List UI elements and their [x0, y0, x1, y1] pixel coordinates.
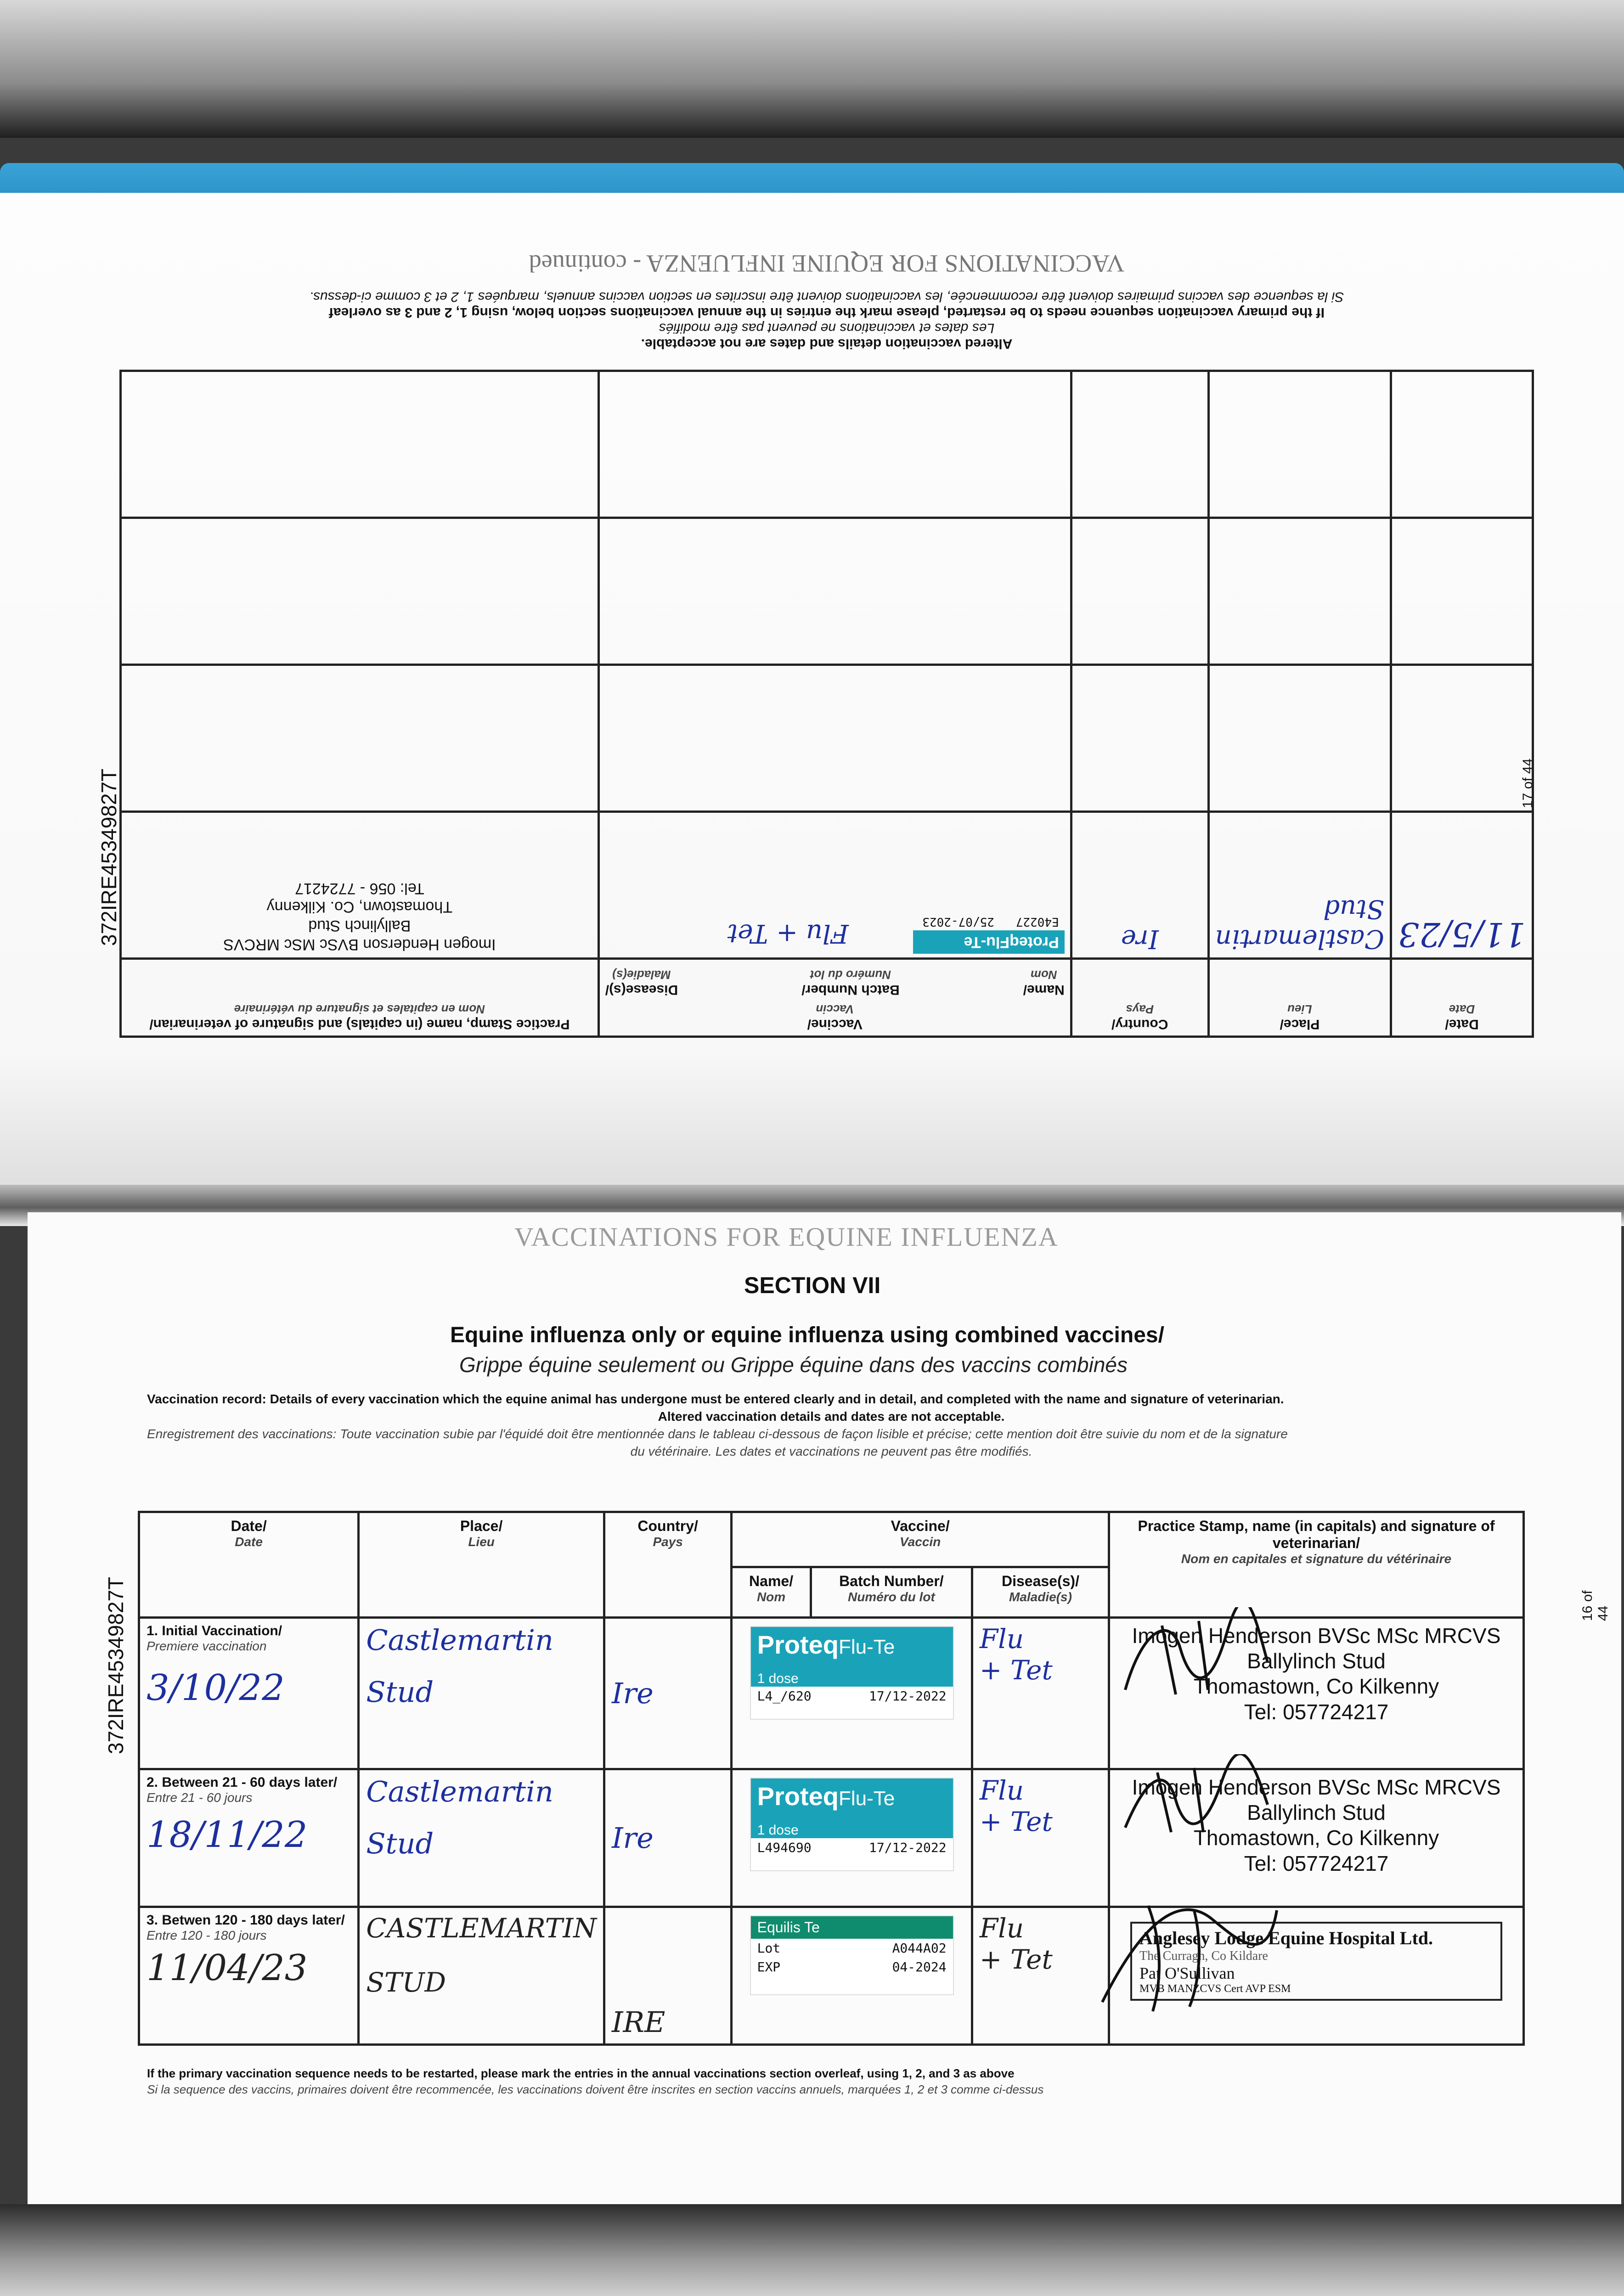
row-1-place-line-1: Castlemartin — [366, 1623, 553, 1657]
row-1-place — [359, 1618, 604, 1769]
main-title-fr: Grippe équine seulement ou Grippe équine dans des vaccins combinés — [459, 1353, 1128, 1377]
row-1-stamp: Imogen Henderson BVSc MSc MRCVS Ballylinch Stud Thomastown, Co Kilkenny Tel: 057724217 — [1109, 1618, 1524, 1769]
signature-row-1 — [1116, 1607, 1281, 1708]
upper-header-name: Name/ — [1023, 982, 1065, 997]
upper-header-vaccine: Vaccine/ Vaccin Name/ Nom Batch Number/ Numéro du lot Disease(s)/ Maladie(s) — [598, 959, 1071, 1037]
record-instructions-fr-2: du vétérinaire. Les dates et vaccinations ne peuvent pas être modifiés. — [630, 1444, 1032, 1458]
scanner-background-bottom — [0, 2204, 1624, 2296]
upper-vaccination-table — [119, 370, 1534, 1038]
upper-entry-place: Castlemartin Stud — [1208, 812, 1391, 959]
upper-notes — [119, 249, 1534, 351]
upper-vaccine-sticker: ProteqFlu-Te — [913, 930, 1065, 954]
row-3-date: 11/04/23 — [147, 1947, 308, 1989]
record-instructions-altered: Altered vaccination details and dates are not acceptable. — [658, 1409, 1005, 1424]
record-instructions: Vaccination record: Details of every vaccination which the equine animal has undergone must be entered clearly and in detail, and completed with the name and signature of veterinarian. — [147, 1392, 1284, 1406]
row-1-lot: L4_/620 — [757, 1688, 812, 1704]
row-3-date-cell — [139, 1907, 359, 2045]
upper-vaccine-batch: E40227 — [1015, 915, 1059, 929]
header-place: Place/ Lieu — [359, 1512, 604, 1618]
row-2-country: Ire — [604, 1769, 732, 1907]
signature-row-2 — [1116, 1754, 1281, 1846]
lower-vaccination-table — [138, 1511, 1525, 2046]
upper-table-row-1 — [121, 812, 1533, 959]
row-3-disease: Flu + Tet — [972, 1907, 1109, 2045]
header-name: Name/ Nom — [732, 1567, 811, 1618]
row-2-vaccine-label — [732, 1769, 972, 1907]
upper-header-place: Place/ Lieu — [1208, 959, 1391, 1037]
table-row — [139, 1769, 1524, 1907]
row-2-stamp: Imogen Henderson BVSc MSc MRCVS Ballylinch Stud Thomastown, Co Kilkenny Tel: 057724217 — [1109, 1769, 1524, 1907]
upper-header-date: Date/ Date — [1391, 959, 1533, 1037]
row-3-place: CASTLEMARTIN STUD — [359, 1907, 604, 2045]
row-3-label: 3. Betwen 120 - 180 days later/ — [147, 1913, 345, 1928]
header-disease: Disease(s)/ Maladie(s) — [972, 1567, 1109, 1618]
upper-table-row-2 — [121, 665, 1533, 812]
upper-note-restart-fr: Si la sequence des vaccins primaires doivent être recommencée, les vaccinations doivent être inscrites en section vaccins annuels, marquées 1, 2 et 3 comme ci-dessus. — [309, 289, 1344, 304]
upper-stamp-line-2: Ballylinch Stud — [308, 917, 411, 935]
section-title: SECTION VII — [744, 1272, 881, 1298]
signature-row-3 — [1093, 1892, 1286, 2020]
row-3-country: IRE — [604, 1907, 732, 2045]
anglesey-stamp: Anglesey Lodge Equine Hospital Ltd. The Curragh, Co Kildare Pat O'Sullivan MVB MANZCVS Cert AVP ESM — [1130, 1922, 1502, 2001]
upper-header-disease: Disease(s)/ — [605, 982, 678, 997]
row-2-date: 18/11/22 — [147, 1814, 308, 1856]
row-3-label-fr: Entre 120 - 180 jours — [147, 1928, 267, 1942]
header-batch: Batch Number/ Numéro du lot — [811, 1567, 972, 1618]
row-1-vaccine-label — [732, 1618, 972, 1769]
header-vaccine: Vaccine/ Vaccin — [732, 1512, 1109, 1567]
passport-id-lower: 372IRE45349827T — [104, 1576, 128, 1754]
row-1-label: 1. Initial Vaccination/ — [147, 1623, 282, 1638]
upper-table-row-4 — [121, 371, 1533, 518]
row-1-date-cell — [139, 1618, 359, 1769]
upper-running-title: VACCINATIONS FOR EQUINE INFLUENZA - continued — [529, 250, 1125, 277]
row-1-country: Ire — [604, 1618, 732, 1769]
lower-faded-title: VACCINATIONS FOR EQUINE INFLUENZA — [514, 1222, 1059, 1252]
proteq-sticker: ProteqFlu-Te 1 dose L4_/620 17/12-2022 — [750, 1626, 954, 1720]
row-2-exp: 17/12-2022 — [869, 1840, 947, 1855]
row-1-label-fr: Premiere vaccination — [147, 1639, 267, 1653]
upper-header-batch: Batch Number/ — [801, 982, 900, 997]
table-row — [139, 1618, 1524, 1769]
header-date: Date/ Date — [139, 1512, 359, 1618]
upper-header-stamp: Practice Stamp, name (in capitals) and signature of veterinarian/ Nom en capitales et signature du vétérinaire — [121, 959, 599, 1037]
lower-page-number: 16 of 44 — [1580, 1590, 1611, 1621]
row-2-label: 2. Between 21 - 60 days later/ — [147, 1775, 338, 1790]
upper-entry-vaccine — [598, 812, 1071, 959]
passport-id-upper: 372IRE45349827T — [97, 768, 121, 946]
equilis-sticker: Equilis Te Lot A044A02 EXP 04-2024 — [750, 1915, 954, 1995]
upper-page-number: 17 of 44 — [1520, 758, 1535, 808]
proteq-sticker: ProteqFlu-Te 1 dose L494690 17/12-2022 — [750, 1778, 954, 1871]
upper-entry-disease: Flu + Tet — [727, 918, 849, 948]
upper-stamp-line-4: Tel: 056 - 7724217 — [295, 879, 424, 897]
upper-vaccination-table-rotated — [119, 250, 1534, 1038]
row-2-label-fr: Entre 21 - 60 jours — [147, 1790, 253, 1805]
upper-note-altered-fr: Les dates et vaccinations ne peuvent pas être modifiés — [659, 321, 995, 336]
table-row — [139, 1907, 1524, 2045]
upper-table-row-3 — [121, 518, 1533, 665]
header-stamp: Practice Stamp, name (in capitals) and signature of veterinarian/ Nom en capitales et signature du vétérinaire — [1109, 1512, 1524, 1618]
upper-stamp-line-3: Thomastown, Co. Kilkenny — [266, 898, 453, 916]
row-2-place: Castlemartin Stud — [359, 1769, 604, 1907]
footer-note-fr: Si la sequence des vaccins, primaires doivent être recommencée, les vaccinations doivent être inscrites en section vaccins annuels, marquées 1, 2 et 3 comme ci-dessus — [147, 2082, 1044, 2096]
main-title: Equine influenza only or equine influenza using combined vaccines/ — [450, 1323, 1164, 1347]
upper-note-restart: If the primary vaccination sequence needs to be restarted, please mark the entries in the annual vaccinations section below, using 1, 2 and 3 as overleaf — [329, 305, 1325, 320]
upper-stamp-line-1: Imogen Henderson BVSc MSc MRCVS — [223, 936, 496, 953]
row-1-disease: Flu + Tet — [972, 1618, 1109, 1769]
upper-entry-country: Ire — [1071, 812, 1208, 959]
footer-note: If the primary vaccination sequence needs to be restarted, please mark the entries in the annual vaccinations section overleaf, using 1, 2, and 3 as above — [147, 2066, 1015, 2080]
upper-note-altered: Altered vaccination details and dates are not acceptable. — [641, 336, 1013, 351]
row-2-date-cell — [139, 1769, 359, 1907]
header-country: Country/ Pays — [604, 1512, 732, 1618]
row-3-lot: A044A02 — [892, 1941, 947, 1956]
upper-vaccine-exp: 25/07-2023 — [922, 915, 994, 929]
upper-entry-date: 11/5/23 — [1391, 812, 1533, 959]
row-3-exp: 04-2024 — [892, 1959, 947, 1975]
row-2-lot: L494690 — [757, 1840, 812, 1855]
scanner-background-top — [0, 0, 1624, 138]
row-1-exp: 17/12-2022 — [869, 1688, 947, 1704]
row-2-disease: Flu + Tet — [972, 1769, 1109, 1907]
upper-header-country: Country/ Pays — [1071, 959, 1208, 1037]
row-3-vaccine-label — [732, 1907, 972, 2045]
record-instructions-fr: Enregistrement des vaccinations: Toute vaccination subie par l'équidé doit être mentionnée dans le tableau ci-dessous de façon lisible et précise; cette mention doit être suivie du nom et de la signature — [147, 1427, 1288, 1441]
row-1-place-line-2: Stud — [366, 1675, 434, 1709]
upper-entry-stamp — [121, 812, 599, 959]
row-1-date: 3/10/22 — [147, 1667, 285, 1709]
